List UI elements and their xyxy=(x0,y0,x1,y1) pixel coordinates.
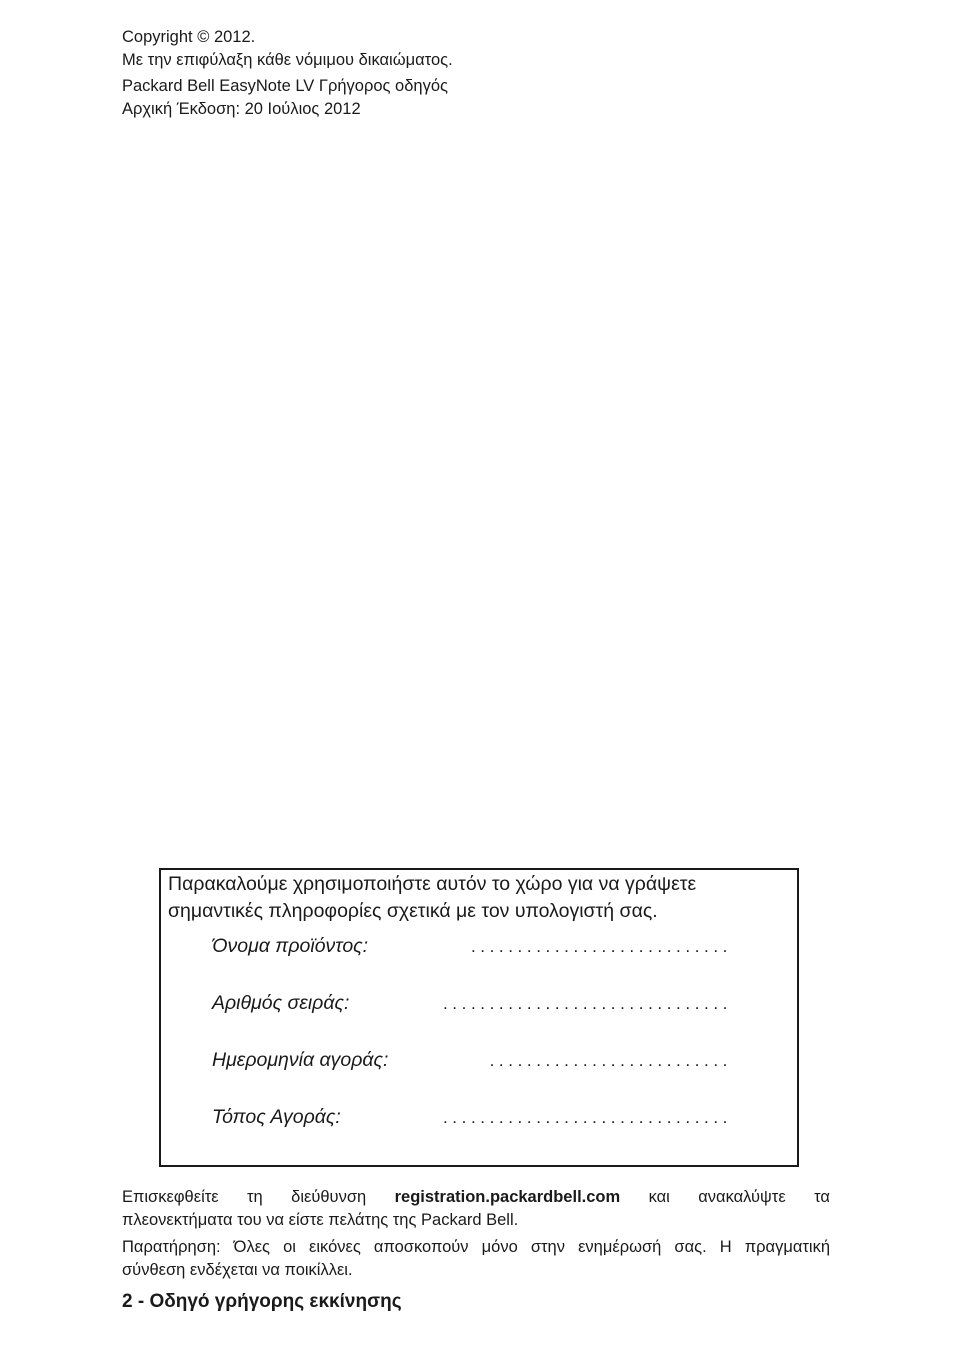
product-info-box xyxy=(159,868,799,1167)
serial-number-field xyxy=(212,992,732,1015)
remark-note xyxy=(122,1236,830,1282)
purchase-place-label: Τόπος Αγοράς: xyxy=(212,1106,341,1128)
visit-word-6: τα xyxy=(814,1188,830,1206)
copyright-text: Copyright © 2012. xyxy=(122,28,256,46)
visit-word-2: τη xyxy=(247,1188,263,1206)
serial-number-label: Αριθμός σειράς: xyxy=(212,992,350,1014)
registration-note xyxy=(122,1186,830,1232)
guide-title: Packard Bell EasyNote LV Γρήγορος οδηγός xyxy=(122,77,448,95)
page-footer: 2 - Οδηγό γρήγορης εκκίνησης xyxy=(122,1291,402,1312)
registration-note-line-2: πλεονεκτήματα του να είστε πελάτης της Packard Bell. xyxy=(122,1211,519,1229)
purchase-date-field xyxy=(212,1049,732,1072)
serial-number-dots: ............................... xyxy=(442,994,732,1013)
purchase-date-label: Ημερομηνία αγοράς: xyxy=(212,1049,389,1071)
rights-text: Με την επιφύλαξη κάθε νόμιμου δικαιώματος. xyxy=(122,51,453,69)
purchase-place-dots: ............................... xyxy=(442,1108,732,1127)
product-name-dots: ............................ xyxy=(470,937,732,956)
registration-note-line-1 xyxy=(122,1186,830,1209)
info-intro xyxy=(168,871,696,924)
registration-link[interactable]: registration.packardbell.com xyxy=(394,1188,621,1206)
visit-word-5: ανακαλύψτε xyxy=(698,1188,786,1206)
remark-note-line-2: σύνθεση ενδέχεται να ποικίλλει. xyxy=(122,1261,353,1279)
header-block xyxy=(122,26,453,121)
product-name-field xyxy=(212,935,732,958)
visit-word-3: διεύθυνση xyxy=(291,1188,367,1206)
info-intro-line-2: σημαντικές πληροφορίες σχετικά με τον υπολογιστή σας. xyxy=(168,899,658,922)
purchase-date-dots: .......................... xyxy=(489,1051,732,1070)
product-name-label: Όνομα προϊόντος: xyxy=(212,935,369,957)
edition-text: Αρχική Έκδοση: 20 Ιούλιος 2012 xyxy=(122,100,361,118)
visit-word-1: Επισκεφθείτε xyxy=(122,1188,219,1206)
purchase-place-field xyxy=(212,1106,732,1129)
remark-note-line-1: Παρατήρηση: Όλες οι εικόνες αποσκοπούν μόνο στην ενημέρωσή σας. Η πραγματική xyxy=(122,1238,830,1256)
visit-word-4: και xyxy=(648,1188,670,1206)
info-intro-line-1: Παρακαλούμε χρησιμοποιήστε αυτόν το χώρο για να γράψετε xyxy=(168,873,697,895)
